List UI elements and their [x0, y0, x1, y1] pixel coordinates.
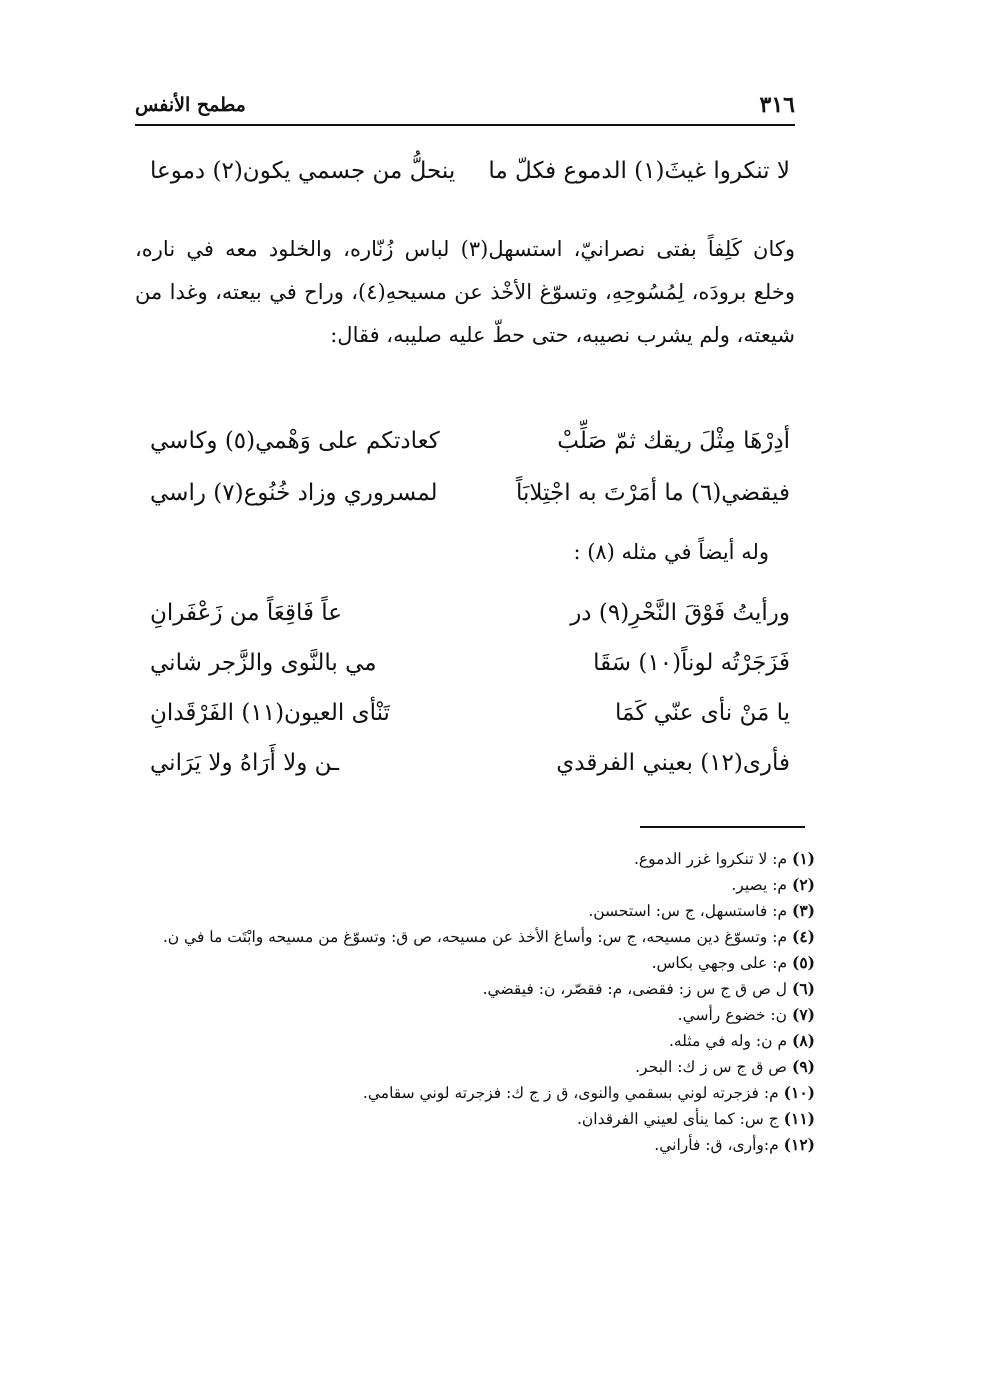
- footnote: [150, 924, 815, 950]
- footnote-number: (٧): [791, 1005, 815, 1024]
- verse-first-hemistich: فأرى(١٢) بعيني الفرقدي: [556, 750, 790, 776]
- footnote-number: (٤): [791, 927, 815, 946]
- footnote-text: م:وأرى، ق: فأراني.: [654, 1136, 779, 1154]
- footnote-text: م: فزجرته لوني بسقمي والنوى، ق ز ج ك: فزجرته لوني سقامي.: [362, 1084, 779, 1102]
- poem-intro: وله أيضاً في مثله (٨) :: [573, 540, 769, 564]
- verse-first-hemistich: يا مَنْ نأى عنّي كَمَا: [615, 700, 790, 726]
- footnote-number: (١٢): [783, 1135, 815, 1154]
- footnote: [150, 1132, 815, 1158]
- footnote-number: (٩): [791, 1057, 815, 1076]
- poem-line: [150, 428, 790, 468]
- footnote-text: م: على وجهي بكاس.: [651, 954, 788, 972]
- page-number: ٣١٦: [759, 92, 795, 118]
- footnote: [150, 872, 815, 898]
- footnote-text: ج س: كما ينأى لعيني الفرقدان.: [576, 1110, 779, 1128]
- footnote-separator: [640, 826, 805, 828]
- verse-second-hemistich: ينحلُّ من جسمي يكون(٢) دموعا: [150, 158, 456, 184]
- footnote-text: م: فاستسهل، ج س: استحسن.: [588, 902, 788, 920]
- footnote-text: م: يصير.: [731, 876, 788, 894]
- footnote-number: (١٠): [783, 1083, 815, 1102]
- prose-paragraph: وكان كَلِفاً بفتى نصرانيّ، استسهل(٣) لباس زُنّاره، والخلود معه في ناره، وخلع برودَه، لِمُسُوحِهِ، وتسوّغ الأخْذ عن مسيحهِ(٤)، وراح في بيعته، وغدا من شيعته، ولم يشرب نصيبه، حتى حطّ عليه صليبه، فقال:: [135, 237, 796, 347]
- verse-first-hemistich: فَزَجَرْتُه لوناً(١٠) سَقَا: [593, 650, 790, 676]
- poem-line: [150, 480, 790, 520]
- footnote-number: (٦): [791, 979, 815, 998]
- page-header: [135, 88, 795, 126]
- verse-second-hemistich: كعادتكم على وَهْمي(٥) وكاسي: [150, 428, 440, 454]
- footnote: [150, 1002, 815, 1028]
- verse-second-hemistich: عاً فَاقِعَاً من زَعْفَرانِ: [150, 600, 343, 626]
- footnote-number: (٢): [791, 875, 815, 894]
- footnotes: [150, 846, 815, 1158]
- footnote: [150, 950, 815, 976]
- verse-second-hemistich: ـن ولا أَرَاهُ ولا يَرَاني: [150, 750, 339, 776]
- verse-second-hemistich: تَنْأى العيون(١١) الفَرْقَدانِ: [150, 700, 390, 726]
- footnote: [150, 1028, 815, 1054]
- verse-second-hemistich: مي بالنَّوى والزَّجر شاني: [150, 650, 377, 676]
- footnote-number: (٨): [791, 1031, 815, 1050]
- verse-first-hemistich: لا تنكروا غيثَ(١) الدموع فكلّ ما: [488, 158, 790, 184]
- footnote: [150, 1054, 815, 1080]
- verse-first-hemistich: فيقضي(٦) ما أمَرْتَ به اجْتِلابَاً: [515, 480, 790, 506]
- footnote-number: (٣): [791, 901, 815, 920]
- verse-first-hemistich: أدِرْهَا مِثْلَ ريقك ثمّ صَلِّبْ: [557, 428, 790, 454]
- poem-line: [150, 600, 790, 640]
- footnote: [150, 898, 815, 924]
- footnote: [150, 976, 815, 1002]
- footnote-number: (١١): [783, 1109, 815, 1128]
- footnote-text: م: لا تنكروا غزر الدموع.: [633, 850, 788, 868]
- poem-line: [150, 650, 790, 690]
- footnote-text: م ن: وله في مثله.: [668, 1032, 788, 1050]
- footnote: [150, 1106, 815, 1132]
- footnote-text: ص ق ج س ز ك: البحر.: [635, 1058, 788, 1076]
- footnote-text: م: وتسوّغ دين مسيحه، ج س: وأساغ الأخذ عن مسيحه، ص ق: وتسوّغ من مسيحه وابْتَت ما في ن.: [162, 928, 788, 946]
- poem-line: [150, 700, 790, 740]
- footnote-text: ن: خضوع رأسي.: [677, 1006, 788, 1024]
- footnote-text: ل ص ق ج س ز: فقضى، م: فقصّر، ن: فيقضي.: [482, 980, 788, 998]
- poem-line: [150, 750, 790, 790]
- footnote-number: (٥): [791, 953, 815, 972]
- running-title: مطمح الأنفس: [135, 94, 246, 116]
- verse-line: [150, 158, 790, 198]
- verse-second-hemistich: لمسروري وزاد خُنُوع(٧) راسي: [150, 480, 438, 506]
- verse-first-hemistich: ورأيتُ فَوْقَ النَّحْرِ(٩) در: [570, 600, 790, 626]
- footnote: [150, 1080, 815, 1106]
- footnote: [150, 846, 815, 872]
- footnote-number: (١): [791, 849, 815, 868]
